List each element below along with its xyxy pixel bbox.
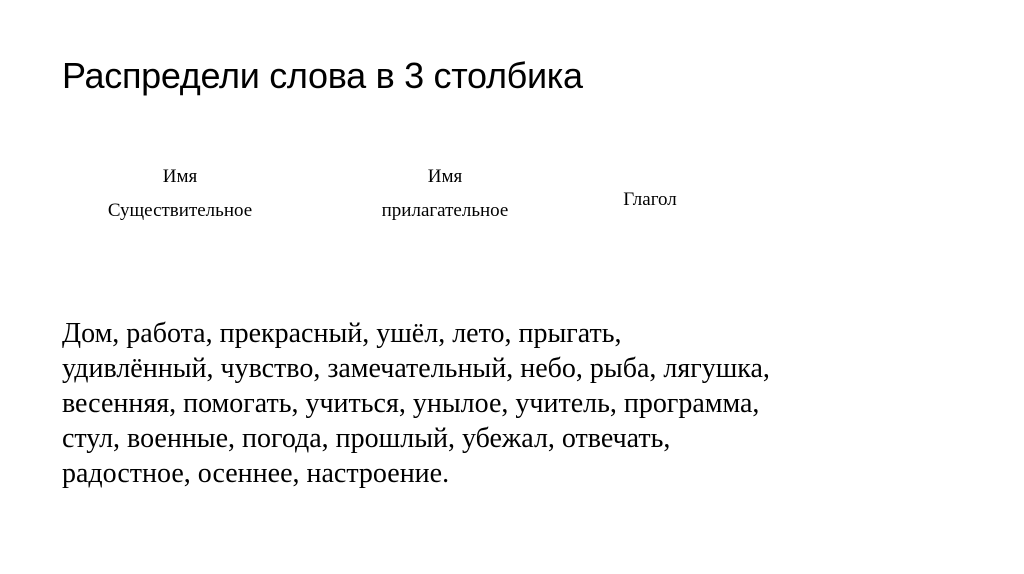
word-list-line: весенняя, помогать, учиться, унылое, учитель, программа, [62, 388, 760, 419]
word-list [62, 316, 962, 491]
column-header-adjective-line1: Имя [427, 166, 463, 187]
word-list-line: Дом, работа, прекрасный, ушёл, лето, прыгать, [62, 318, 622, 349]
column-header-verb-line1: Глагол [623, 189, 677, 210]
word-list-line: стул, военные, погода, прошлый, убежал, отвечать, [62, 423, 671, 454]
column-header-noun-line2: Существительное [107, 200, 253, 221]
word-list-line: удивлённый, чувство, замечательный, небо, рыба, лягушка, [62, 353, 770, 384]
column-header-adjective [340, 160, 550, 228]
slide-title: Распредели слова в 3 столбика [62, 55, 583, 96]
column-header-adjective-line2: прилагательное [381, 200, 509, 221]
word-list-line: радостное, осеннее, настроение. [62, 458, 450, 489]
column-header-verb [560, 183, 740, 217]
column-header-noun-line1: Имя [162, 166, 198, 187]
column-header-noun [70, 160, 290, 228]
